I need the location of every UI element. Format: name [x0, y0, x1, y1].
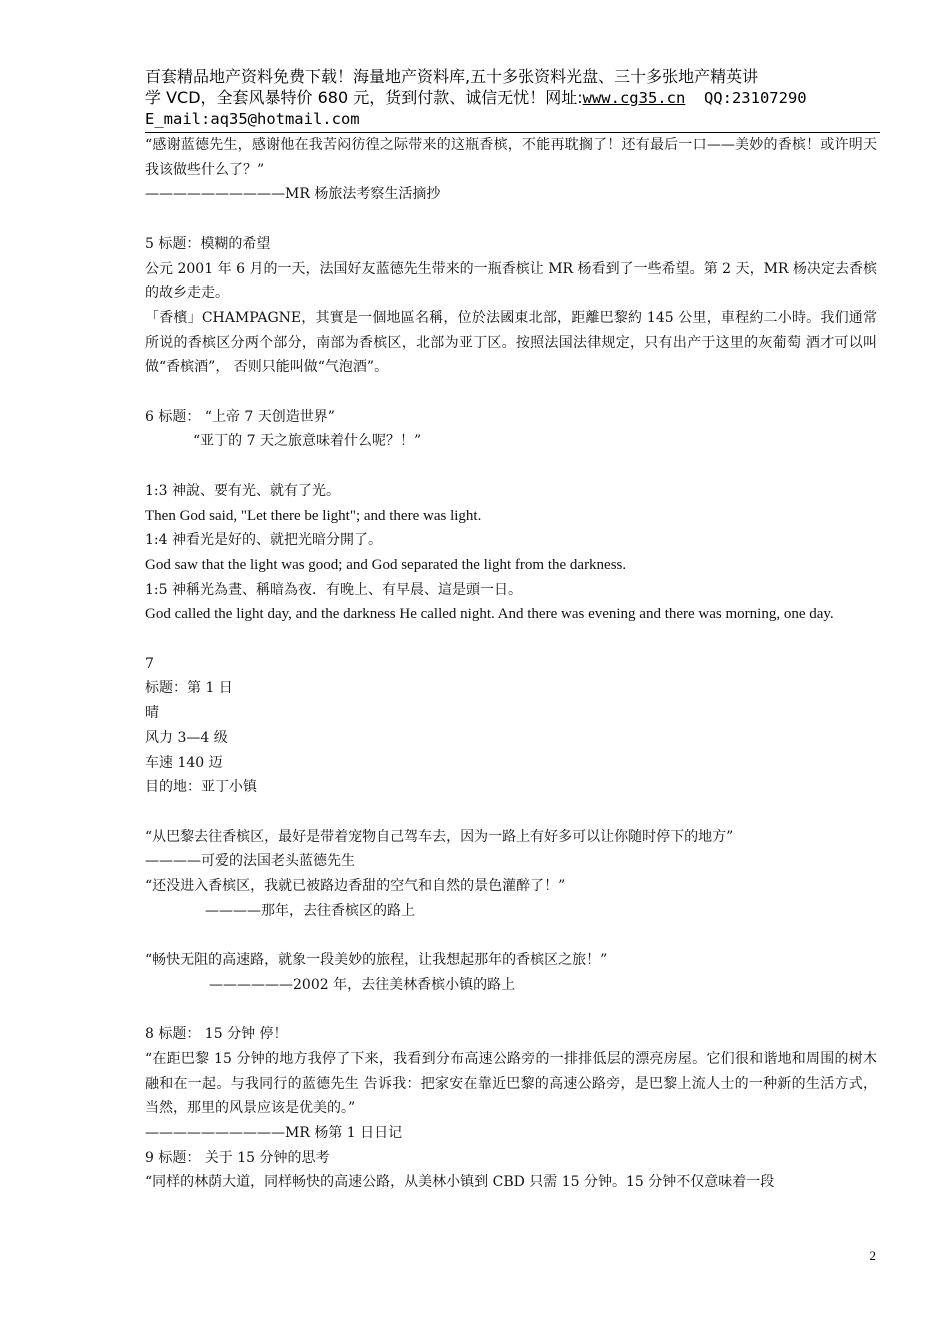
document-body — [145, 133, 877, 1195]
para-8: “在距巴黎 15 分钟的地方我停了下来，我看到分布高速公路旁的一排排低层的漂亮房屋。它们很和谐地和周围的树木融和在一起。与我同行的蓝德先生 告诉我：把家安在靠近巴黎的高速公路旁，是巴黎上流人士的一种新的生活方式，当然，那里的风景应该是优美的。” — [145, 1050, 877, 1117]
blank-line — [145, 800, 877, 825]
verse-1-3-zh: 1:3 神說、要有光、就有了光。 — [145, 482, 340, 499]
blank-line — [145, 923, 877, 948]
blank-line — [145, 207, 877, 232]
title-9: 9 标题： 关于 15 分钟的思考 — [145, 1149, 330, 1166]
title-8: 8 标题： 15 分钟 停！ — [145, 1026, 288, 1043]
email-address: E_mail:aq35@hotmail.com — [145, 110, 360, 128]
verse-1-3-en: Then God said, "Let there be light"; and there was light. — [145, 507, 482, 524]
qq-number: QQ:23107290 — [703, 89, 807, 107]
para-5-2: 「香檳」CHAMPAGNE，其實是一個地區名稱，位於法國東北部，距離巴黎約 145 公里，車程約二小時。我们通常所说的香槟区分两个部分，南部为香槟区，北部为亚丁区。按照法国法律规定，只有出产于这里的灰葡萄 酒才可以叫做“香槟酒”， 否则只能叫做“气泡酒”。 — [145, 309, 877, 376]
quote-enter-source: ————那年，去往香槟区的路上 — [205, 902, 415, 919]
speed: 车速 140 迈 — [145, 754, 223, 771]
verse-1-4-zh: 1:4 神看光是好的、就把光暗分開了。 — [145, 532, 382, 549]
subtitle-6: “亚丁的 7 天之旅意味着什么呢？！” — [193, 433, 422, 450]
header-line-1: 百套精品地产资料免费下载！海量地产资料库,五十多张资料光盘、三十多张地产精英讲 — [145, 67, 759, 86]
title-7: 标题：第 1 日 — [145, 680, 233, 697]
destination: 目的地：亚丁小镇 — [145, 779, 257, 796]
para-9: “同样的林荫大道，同样畅快的高速公路，从美林小镇到 CBD 只需 15 分钟。15 分钟不仅意味着一段 — [145, 1174, 775, 1191]
wind: 风力 3—4 级 — [145, 729, 228, 746]
blank-line — [145, 380, 877, 405]
quote-paris-source: ————可爱的法国老头蓝德先生 — [145, 853, 355, 870]
header-line-2 — [145, 87, 880, 109]
quote-enter: “还没进入香槟区，我就已被路边香甜的空气和自然的景色灌醉了！” — [145, 878, 566, 895]
verse-1-5-en: God called the light day, and the darkness He called night. And there was evening and there was morning, one day. — [145, 606, 834, 623]
quote-paris: “从巴黎去往香槟区，最好是带着宠物自己驾车去，因为一路上有好多可以让你随时停下的地方” — [145, 828, 734, 845]
quote-thanks-source: ——————————MR 杨旅法考察生活摘抄 — [145, 186, 441, 203]
num-7: 7 — [145, 655, 154, 672]
para-8-source: ——————————MR 杨第 1 日日记 — [145, 1125, 403, 1142]
quote-highway: “畅快无阻的高速路，就象一段美妙的旅程，让我想起那年的香槟区之旅！” — [145, 952, 608, 969]
page-number: 2 — [869, 1248, 876, 1263]
quote-highway-source: ——————2002 年，去往美林香槟小镇的路上 — [209, 976, 516, 993]
page-header — [145, 66, 880, 133]
quote-thanks-1: “感谢蓝德先生，感谢他在我苦闷彷徨之际带来的这瓶香槟，不能再耽搁了！还有最后一口——美妙的香槟！或许明天我该做些什么了？” — [145, 137, 877, 178]
header-promo-text: 学 VCD，全套风暴特价 680 元，货到付款、诚信无忧！网址: — [145, 88, 583, 107]
blank-line — [145, 627, 877, 652]
title-6: 6 标题： “上帝 7 天创造世界” — [145, 408, 335, 425]
verse-1-4-en: God saw that the light was good; and God separated the light from the darkness. — [145, 556, 627, 573]
verse-1-5-zh: 1:5 神稱光為晝、稱暗為夜．有晚上、有早晨、這是頭一日。 — [145, 581, 522, 598]
blank-line — [145, 454, 877, 479]
website-link[interactable]: www.cg35.cn — [582, 89, 686, 107]
blank-line — [145, 998, 877, 1023]
para-5-1: 公元 2001 年 6 月的一天，法国好友蓝德先生带来的一瓶香槟让 MR 杨看到了一些希望。第 2 天，MR 杨决定去香槟的故乡走走。 — [145, 260, 877, 302]
title-5: 5 标题：模糊的希望 — [145, 235, 271, 252]
weather: 晴 — [145, 705, 159, 722]
